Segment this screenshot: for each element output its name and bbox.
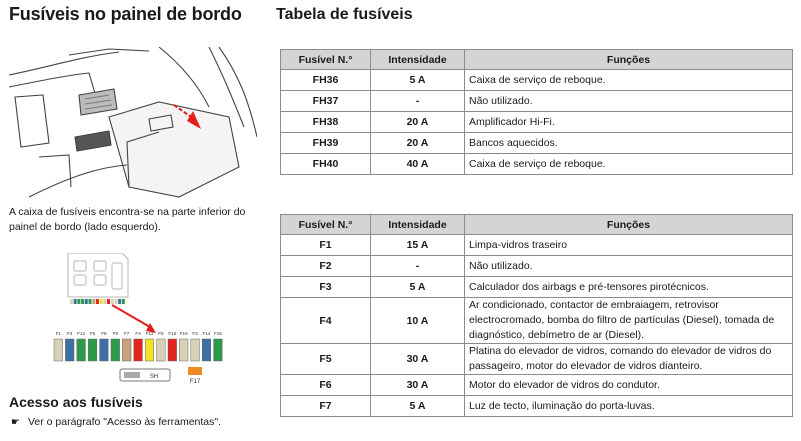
function-cell: Luz de tecto, iluminação do porta-luvas.: [465, 396, 793, 417]
header-amp: Intensidade: [371, 215, 465, 235]
table-row: [281, 112, 793, 133]
table-row: [281, 375, 793, 396]
table-row: [281, 154, 793, 175]
table-row: [281, 133, 793, 154]
spare-fuse-f17: [188, 367, 202, 375]
fuse-slot-label: F4: [135, 331, 141, 336]
function-cell: Não utilizado.: [465, 91, 793, 112]
spare-fuse-label: F17: [189, 379, 201, 385]
fuse-f8: [100, 339, 109, 361]
function-cell: Caixa de serviço de reboque.: [465, 154, 793, 175]
fuse-f12: [77, 339, 86, 361]
access-note-text: Ver o parágrafo "Acesso às ferramentas".: [27, 416, 222, 428]
fuse-slot-label: F10: [168, 331, 177, 336]
access-heading: Acesso aos fusíveis: [9, 394, 143, 410]
mini-fuse: [96, 299, 99, 304]
fuse-number-cell: F1: [281, 235, 371, 256]
fuse-slot-label: F11: [145, 331, 154, 336]
fuse-f7: [122, 339, 131, 361]
fuse-number-cell: F6: [281, 375, 371, 396]
table-row: [281, 298, 793, 344]
page-title: Fusíveis no painel de bordo: [9, 4, 242, 24]
mini-fuse: [107, 299, 110, 304]
header-fuse: Fusível N.°: [281, 50, 371, 70]
fuse-number-cell: FH40: [281, 154, 371, 175]
dashboard-illustration: [9, 47, 257, 199]
amperage-cell: 20 A: [371, 112, 465, 133]
fuse-f2: [191, 339, 200, 361]
mini-fuse: [122, 299, 125, 304]
fuse-slot-label: F12: [77, 331, 86, 336]
shunt: [124, 372, 140, 378]
fuse-f10: [168, 339, 177, 361]
fuse-f4: [134, 339, 143, 361]
fuse-slot-label: F7: [124, 331, 130, 336]
function-cell: Limpa-vidros traseiro: [465, 235, 793, 256]
fuse-slot-label: F3: [67, 331, 73, 336]
fuse-slot-label: F16: [179, 331, 188, 336]
fuse-slot-label: F2: [192, 331, 198, 336]
function-cell: Motor do elevador de vidros do condutor.: [465, 375, 793, 396]
location-caption: A caixa de fusíveis encontra-se na parte inferior do painel de bordo (lado esquerdo).: [9, 206, 246, 233]
amperage-cell: 5 A: [371, 396, 465, 417]
fuse-slot-label: F15: [213, 331, 222, 336]
mini-fuse: [111, 299, 114, 304]
mini-fuse: [103, 299, 106, 304]
fuse-slot-label: F8: [101, 331, 107, 336]
fuse-slot-label: F1: [55, 331, 61, 336]
function-cell: Calculador dos airbags e pré-tensores pirotécnicos.: [465, 277, 793, 298]
fuse-f6: [88, 339, 97, 361]
header-func: Funções: [465, 215, 793, 235]
fuse-number-cell: F5: [281, 344, 371, 375]
table-row: [281, 277, 793, 298]
fuse-number-cell: FH38: [281, 112, 371, 133]
function-cell: Amplificador Hi-Fi.: [465, 112, 793, 133]
header-fuse: Fusível N.°: [281, 215, 371, 235]
amperage-cell: -: [371, 91, 465, 112]
mini-fuse: [114, 299, 117, 304]
table-row: [281, 256, 793, 277]
amperage-cell: 40 A: [371, 154, 465, 175]
fuse-number-cell: F3: [281, 277, 371, 298]
fuse-f9: [111, 339, 120, 361]
function-cell: Ar condicionado, contactor de embraiagem, retrovisor electrocromado, bomba do filtro de partículas (Diesel), tomada de diagnóstico, debímetro de ar (Diesel).: [465, 298, 793, 344]
function-cell: Não utilizado.: [465, 256, 793, 277]
fuse-f5: [157, 339, 166, 361]
mini-fuse: [100, 299, 103, 304]
function-cell: Caixa de serviço de reboque.: [465, 70, 793, 91]
fuse-number-cell: F4: [281, 298, 371, 344]
fuse-slot-label: F5: [158, 331, 164, 336]
amperage-cell: 30 A: [371, 344, 465, 375]
fuse-slot-label: F14: [202, 331, 211, 336]
mini-fuse: [118, 299, 121, 304]
mini-fuse: [89, 299, 92, 304]
table-row: [281, 91, 793, 112]
amperage-cell: 30 A: [371, 375, 465, 396]
fuse-f16: [179, 339, 188, 361]
header-amp: Intensidade: [371, 50, 465, 70]
fuse-slot-label: F6: [89, 331, 96, 336]
fuse-number-cell: F2: [281, 256, 371, 277]
table-row: [281, 235, 793, 256]
amperage-cell: 5 A: [371, 277, 465, 298]
amperage-cell: 15 A: [371, 235, 465, 256]
fuse-number-cell: FH36: [281, 70, 371, 91]
fuse-slot-label: F9: [112, 331, 118, 336]
fuse-number-cell: FH37: [281, 91, 371, 112]
amperage-cell: 20 A: [371, 133, 465, 154]
access-note: [11, 416, 221, 428]
mini-fuse: [70, 299, 73, 304]
amperage-cell: 10 A: [371, 298, 465, 344]
fuse-f14: [202, 339, 211, 361]
shunt-label: SH: [149, 374, 159, 380]
header-func: Funções: [465, 50, 793, 70]
fuse-f15: [214, 339, 223, 361]
table-section-title: Tabela de fusíveis: [276, 6, 413, 23]
fuse-box-diagram: [50, 253, 230, 385]
table-row: [281, 344, 793, 375]
fuse-number-cell: FH39: [281, 133, 371, 154]
fuse-f1: [54, 339, 63, 361]
fuse-f11: [145, 339, 154, 361]
mini-fuse: [74, 299, 77, 304]
mini-fuse: [77, 299, 80, 304]
fuse-number-cell: F7: [281, 396, 371, 417]
fuse-f3: [65, 339, 74, 361]
function-cell: Platina do elevador de vidros, comando do elevador de vidros do passageiro, motor do elevador de vidros dianteiro.: [465, 344, 793, 375]
mini-fuse: [92, 299, 95, 304]
table-row: [281, 70, 793, 91]
mini-fuse: [81, 299, 84, 304]
fuse-table-f: [280, 214, 793, 417]
amperage-cell: -: [371, 256, 465, 277]
mini-fuse: [85, 299, 88, 304]
function-cell: Bancos aquecidos.: [465, 133, 793, 154]
table-row: [281, 396, 793, 417]
fuse-table-fh: [280, 49, 793, 175]
amperage-cell: 5 A: [371, 70, 465, 91]
pointing-hand-icon: ☛: [11, 417, 20, 428]
